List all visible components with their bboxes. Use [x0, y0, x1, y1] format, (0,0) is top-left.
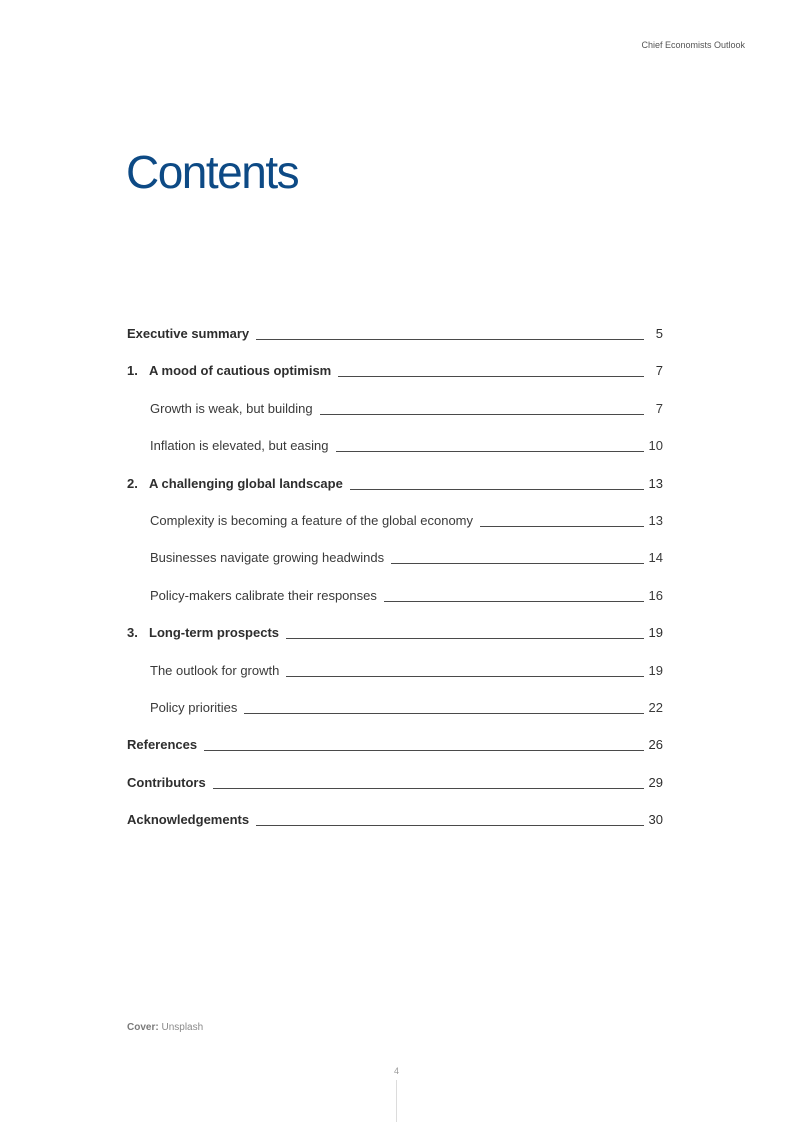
toc-entry[interactable]	[127, 550, 663, 587]
toc-entry-page: 26	[648, 737, 663, 753]
toc-entry-page: 5	[655, 326, 663, 341]
toc-leader-line	[256, 339, 644, 340]
cover-credit-label: Cover:	[127, 1022, 159, 1033]
toc-entry-label: Complexity is becoming a feature of the global economy	[150, 512, 474, 528]
running-header: Chief Economists Outlook	[641, 40, 745, 50]
table-of-contents	[127, 326, 663, 849]
toc-entry-label: Policy priorities	[150, 699, 238, 715]
cover-credit-value: Unsplash	[161, 1022, 204, 1033]
toc-entry-page: 7	[655, 400, 663, 416]
toc-entry-number: 3.	[127, 625, 138, 641]
toc-leader-line	[336, 451, 644, 452]
toc-entry-page: 19	[648, 662, 663, 678]
toc-entry-label: Acknowledgements	[127, 812, 250, 828]
toc-entry-label: The outlook for growth	[150, 662, 280, 678]
toc-entry-label: Long-term prospects	[149, 625, 280, 641]
toc-leader-line	[384, 601, 644, 602]
toc-leader-line	[256, 825, 643, 826]
toc-entry[interactable]	[127, 737, 663, 774]
toc-leader-line	[320, 414, 644, 415]
page-footer-rule	[396, 1080, 397, 1122]
toc-entry-label: Businesses navigate growing headwinds	[150, 550, 385, 566]
toc-leader-line	[244, 713, 643, 714]
toc-entry-page: 13	[648, 512, 663, 528]
toc-entry[interactable]	[127, 513, 663, 550]
toc-leader-line	[204, 750, 643, 751]
toc-entry-label: Contributors	[127, 774, 206, 790]
toc-entry-label: A challenging global landscape	[149, 475, 343, 491]
toc-entry[interactable]	[127, 438, 663, 475]
toc-entry-page: 19	[648, 625, 663, 641]
toc-entry-label: A mood of cautious optimism	[149, 363, 332, 379]
toc-entry-page: 22	[648, 699, 663, 715]
toc-entry-page: 14	[648, 550, 663, 566]
toc-entry-page: 13	[648, 475, 663, 491]
toc-entry-page: 7	[655, 363, 663, 379]
toc-entry-label: Inflation is elevated, but easing	[150, 438, 329, 454]
cover-credit	[127, 1022, 203, 1033]
toc-entry[interactable]	[127, 775, 663, 812]
toc-leader-line	[350, 489, 644, 490]
toc-entry[interactable]	[127, 476, 663, 513]
toc-entry-number: 1.	[127, 363, 138, 379]
toc-entry[interactable]	[127, 588, 663, 625]
toc-leader-line	[391, 563, 643, 564]
toc-entry[interactable]	[127, 812, 663, 849]
toc-leader-line	[480, 526, 644, 527]
toc-entry[interactable]	[127, 401, 663, 438]
toc-entry-page: 30	[648, 812, 663, 828]
toc-leader-line	[286, 638, 644, 639]
toc-entry[interactable]	[127, 625, 663, 662]
toc-entry[interactable]	[127, 663, 663, 700]
toc-leader-line	[286, 676, 643, 677]
toc-entry-label: References	[127, 737, 198, 753]
toc-entry-page: 29	[648, 774, 663, 790]
page-number: 4	[393, 1066, 399, 1076]
toc-leader-line	[338, 376, 644, 377]
toc-entry-page: 16	[648, 587, 663, 603]
toc-leader-line	[213, 788, 644, 789]
toc-entry[interactable]	[127, 363, 663, 400]
toc-entry[interactable]	[127, 700, 663, 737]
page-title: Contents	[126, 146, 299, 198]
toc-entry[interactable]	[127, 326, 663, 363]
toc-entry-page: 10	[648, 438, 663, 454]
toc-entry-label: Executive summary	[127, 326, 250, 341]
toc-entry-number: 2.	[127, 475, 138, 491]
toc-entry-label: Growth is weak, but building	[150, 400, 313, 416]
toc-entry-label: Policy-makers calibrate their responses	[150, 587, 377, 603]
